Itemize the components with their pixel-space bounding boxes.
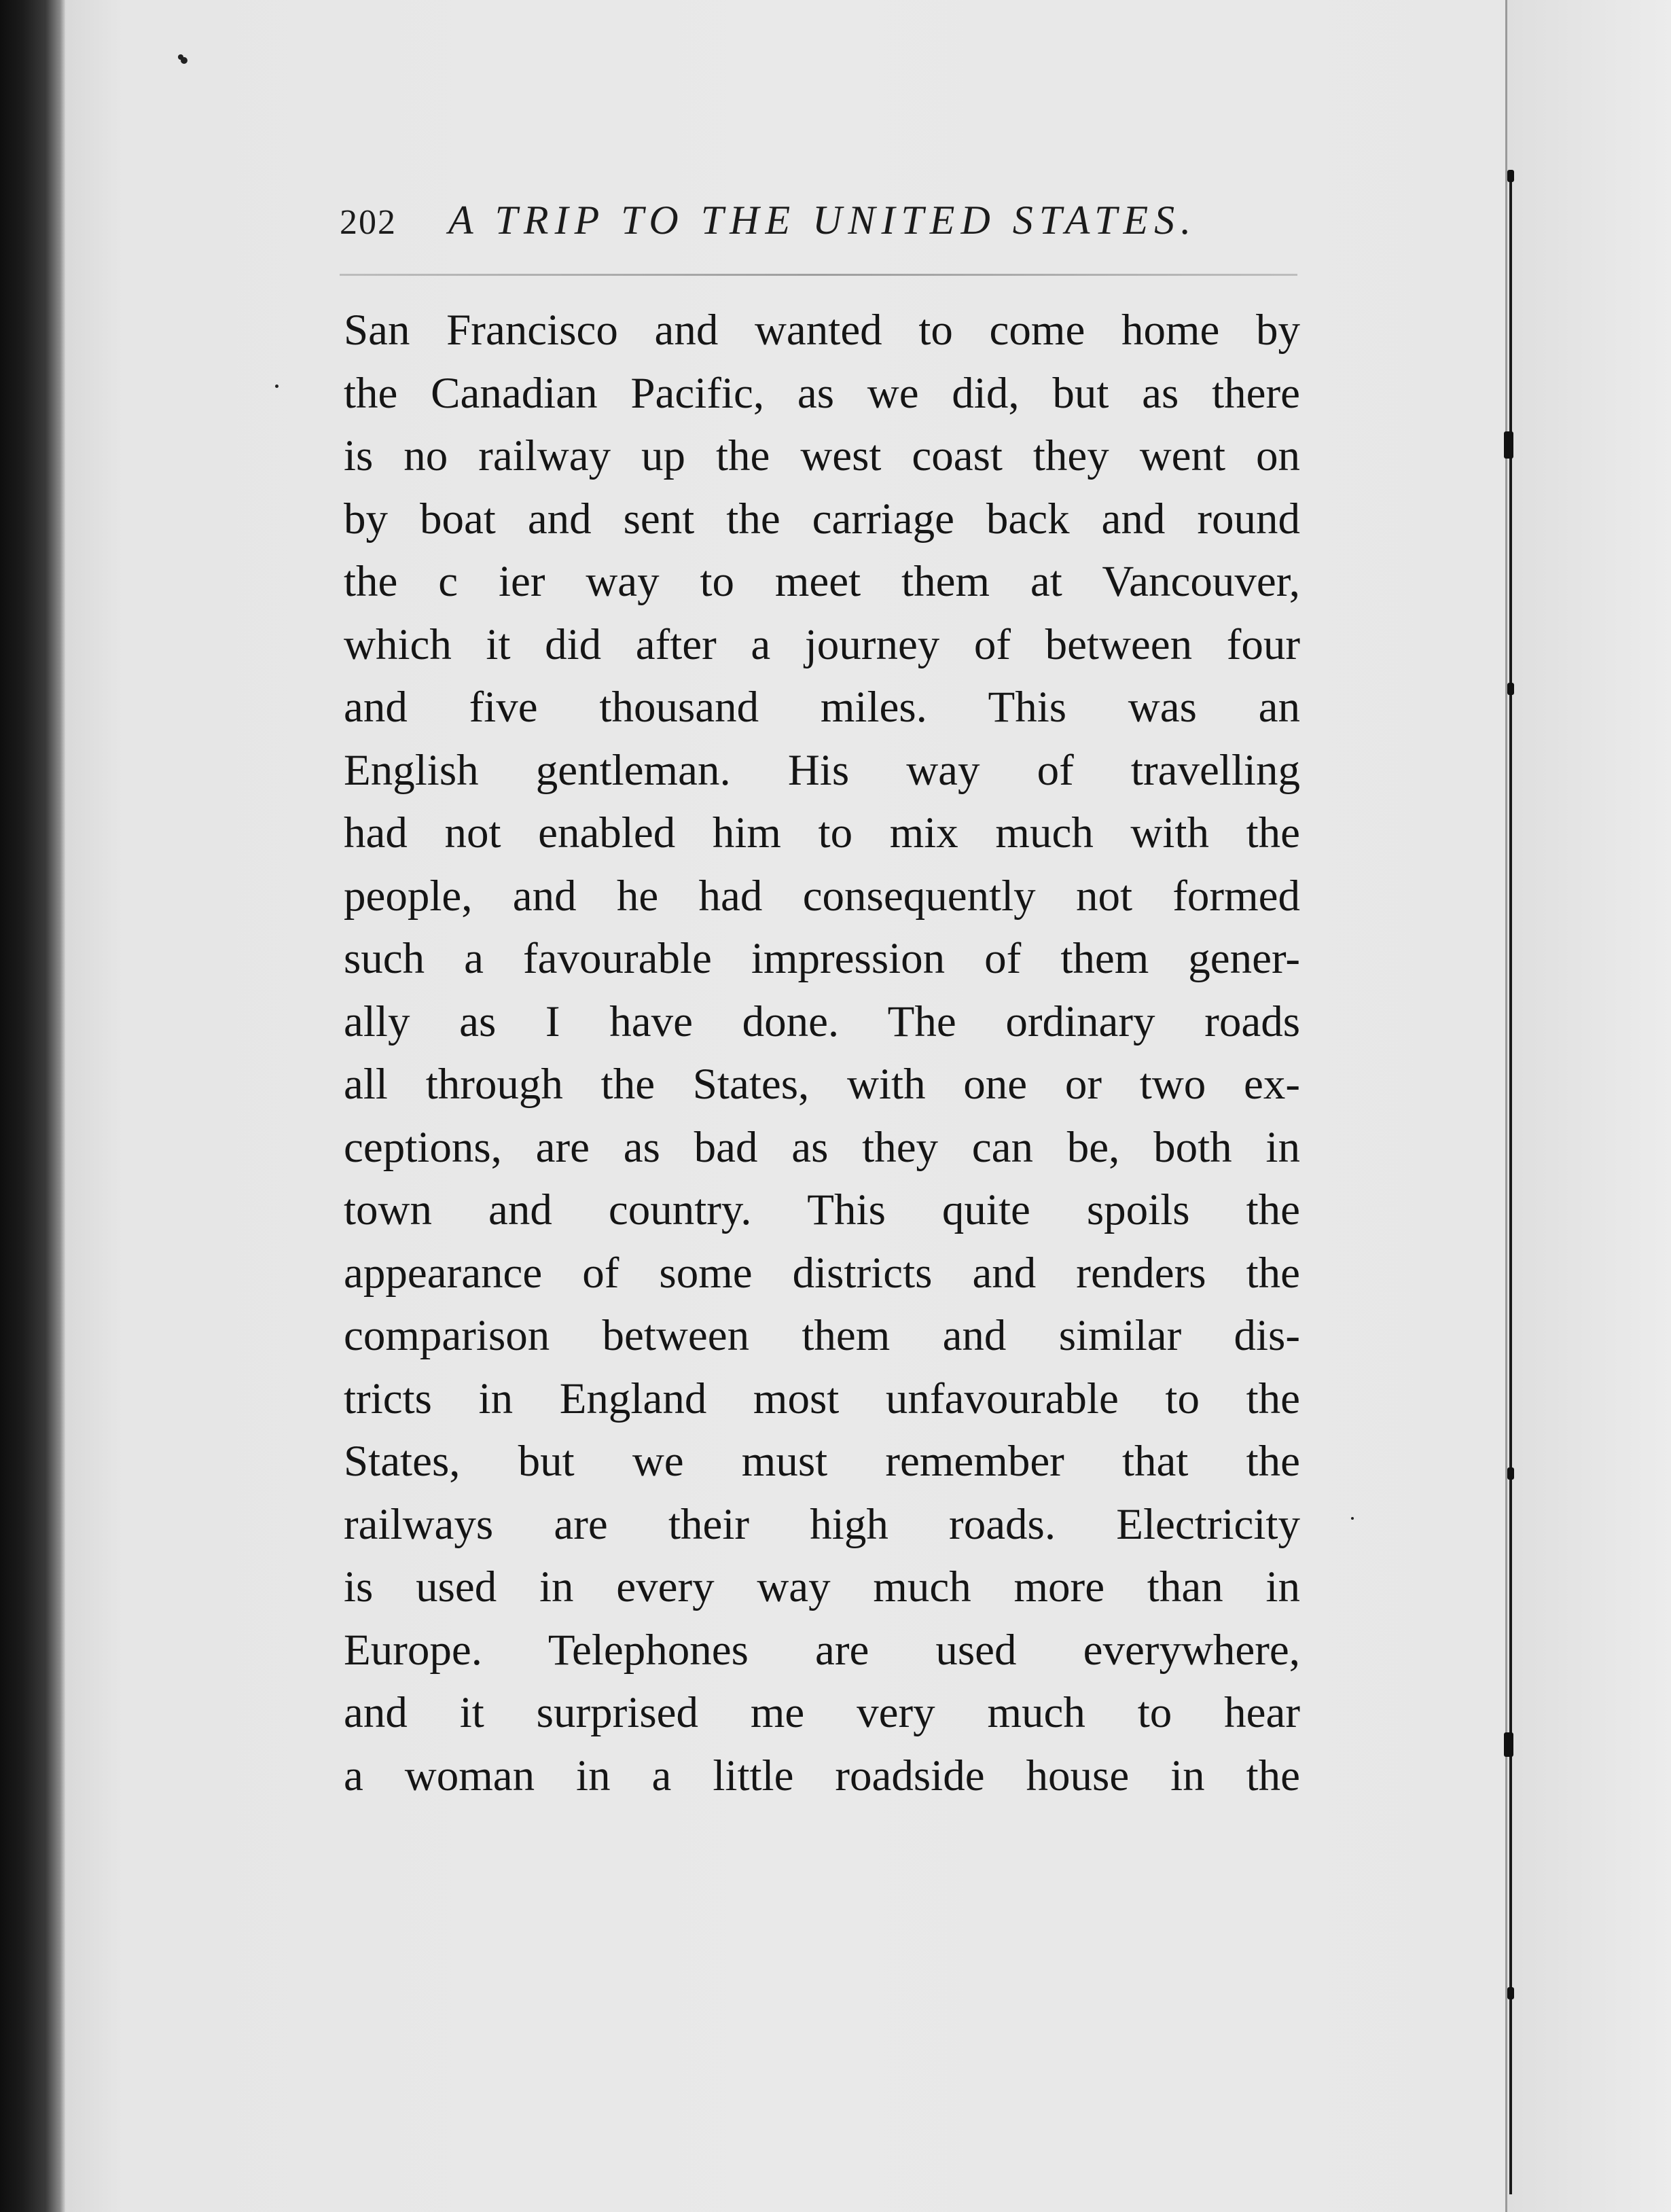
- text-line: all through the States, with one or two ex-: [344, 1060, 1300, 1109]
- text-line: States, but we must remember that the: [344, 1437, 1300, 1486]
- text-line: and five thousand miles. This was an: [344, 683, 1300, 732]
- book-binding: [0, 0, 65, 2212]
- text-line: by boat and sent the carriage back and round: [344, 494, 1300, 543]
- text-line: ally as I have done. The ordinary roads: [344, 997, 1300, 1046]
- dust-speck: [181, 57, 187, 64]
- page-fold-line: [1509, 170, 1512, 2194]
- dust-speck: [1351, 1517, 1354, 1520]
- running-head: A TRIP TO THE UNITED STATES.: [448, 198, 1198, 243]
- text-line: the c ier way to meet them at Vancouver,: [344, 557, 1300, 606]
- text-line: Europe. Telephones are used everywhere,: [344, 1625, 1300, 1675]
- fold-mark: [1507, 1467, 1514, 1480]
- text-line: a woman in a little roadside house in the: [344, 1751, 1300, 1800]
- body-text: [344, 299, 1300, 1807]
- text-line: railways are their high roads. Electricity: [344, 1499, 1300, 1549]
- fold-mark: [1507, 170, 1514, 182]
- page-header: [340, 197, 1297, 251]
- text-line: tricts in England most unfavourable to the: [344, 1374, 1300, 1423]
- text-line: ceptions, are as bad as they can be, both in: [344, 1122, 1300, 1172]
- next-page-edge: [1505, 0, 1671, 2212]
- page-number: 202: [340, 203, 397, 242]
- text-line: and it surprised me very much to hear: [344, 1688, 1300, 1737]
- text-line: the Canadian Pacific, as we did, but as there: [344, 368, 1300, 418]
- text-line: which it did after a journey of between four: [344, 620, 1300, 669]
- text-line: English gentleman. His way of travelling: [344, 745, 1300, 795]
- fold-mark: [1507, 683, 1514, 695]
- header-rule: [340, 274, 1297, 276]
- text-line: is no railway up the west coast they went on: [344, 431, 1300, 480]
- text-line: San Francisco and wanted to come home by: [344, 306, 1300, 355]
- text-line: people, and he had consequently not formed: [344, 871, 1300, 921]
- text-line: town and country. This quite spoils the: [344, 1185, 1300, 1234]
- text-line: such a favourable impression of them gener-: [344, 934, 1300, 983]
- text-line: comparison between them and similar dis-: [344, 1311, 1300, 1360]
- fold-mark: [1504, 431, 1513, 459]
- fold-mark: [1507, 1987, 1514, 1999]
- fold-mark: [1504, 1732, 1513, 1757]
- dust-speck: [275, 385, 278, 388]
- text-line: had not enabled him to mix much with the: [344, 808, 1300, 857]
- text-line: appearance of some districts and renders the: [344, 1248, 1300, 1298]
- text-line: is used in every way much more than in: [344, 1563, 1300, 1611]
